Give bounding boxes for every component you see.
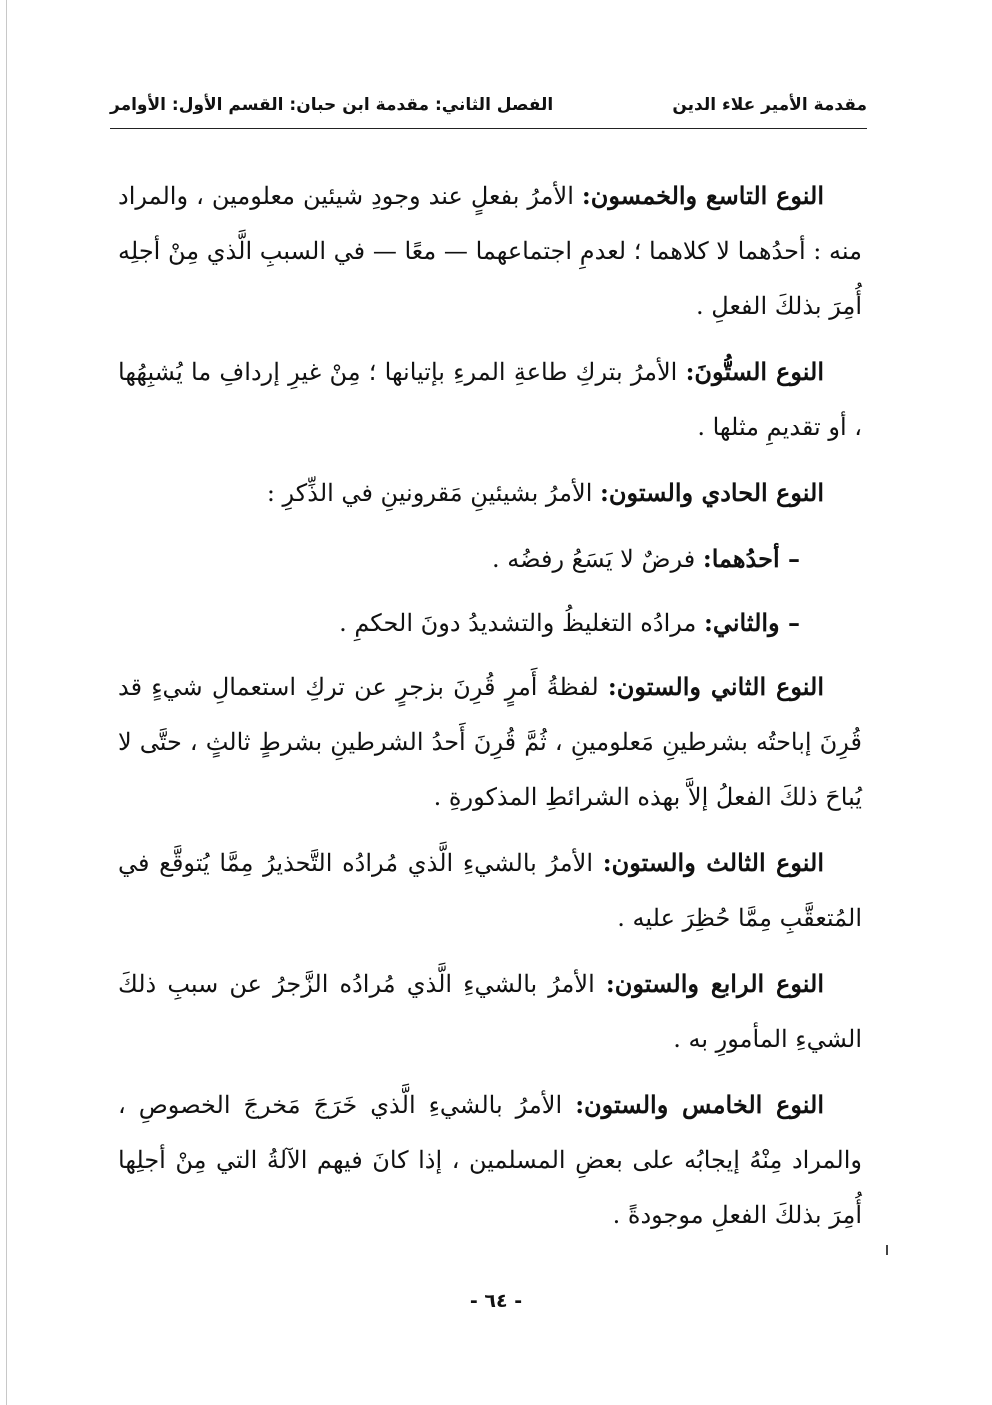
paragraph-text: الأمرُ بالشيءِ الَّذي مُرادُه الزَّجرُ عن سببِ ذلكَ الشيءِ المأمورِ به . [118, 970, 862, 1053]
list-item-heading: – والثاني: [703, 608, 800, 637]
list-item-heading: – أحدُهما: [702, 544, 800, 573]
page-number: - ٦٤ - [469, 1290, 523, 1312]
paragraph-text: الأمرُ بشيئينِ مَقرونينِ في الذِّكرِ : [266, 479, 600, 507]
paragraph-heading: النوع الثاني والستون: [607, 672, 824, 701]
paragraph-text: الأمرُ بتركِ طاعةِ المرءِ بإتيانها ؛ مِنْ غيرِ إردافِ ما يُشبِهُها ، أو تقديمِ مثلها . [118, 358, 862, 441]
header-divider [110, 128, 867, 129]
scan-edge-line [6, 0, 7, 1405]
paragraph-type-61 [118, 465, 862, 521]
paragraph-type-64 [118, 956, 862, 1067]
header-chapter-title: الفصل الثاني: مقدمة ابن حبان: القسم الأول: الأوامر [110, 95, 554, 115]
header-section-title: مقدمة الأمير علاء الدين [672, 95, 867, 115]
paragraph-text: الأمرُ بالشيءِ الَّذي مُرادُه التَّحذيرُ مِمَّا يُتوقَّع في المُتعقَّبِ مِمَّا حُظِرَ عليه . [118, 849, 862, 932]
paragraph-text: لفظةُ أَمرٍ قُرِنَ بزجرٍ عن تركِ استعمالِ شيءٍ قد قُرِنَ إباحتُه بشرطينِ مَعلومينِ ، ثُمَّ قُرِنَ أَحدُ الشرطينِ بشرطٍ ثالثٍ ، حتَّى لا يُباحَ ذلكَ الفعلُ إلاَّ بهذه الشرائطِ المذكورةِ . [118, 673, 862, 811]
paragraph-heading: النوع الثالث والستون: [602, 848, 824, 877]
paragraph-heading: النوع التاسع والخمسون: [581, 181, 824, 210]
margin-mark [886, 1245, 888, 1255]
paragraph-type-65 [118, 1077, 862, 1243]
paragraph-heading: النوع الستُّونَ: [685, 357, 824, 386]
paragraph-heading: النوع الخامس والستون: [575, 1090, 824, 1119]
paragraph-type-59 [118, 168, 862, 334]
paragraph-text: الأمرُ بفعلٍ عند وجودِ شيئين معلومين ، والمراد منه : أحدُهما لا كلاهما ؛ لعدمِ اجتماعهما — معًا — في السببِ الَّذي مِنْ أجلِه أُمِرَ بذلكَ الفعلِ . [118, 182, 862, 320]
paragraph-heading: النوع الرابع والستون: [605, 969, 824, 998]
paragraph-type-63 [118, 835, 862, 946]
paragraph-heading: النوع الحادي والستون: [599, 478, 824, 507]
list-item-text: فرضٌ لا يَسَعُ رفضُه . [492, 545, 703, 573]
page-body [118, 168, 862, 1253]
list-item-text: مرادُه التغليظُ والتشديدُ دونَ الحكمِ . [339, 609, 704, 637]
paragraph-type-62 [118, 659, 862, 825]
list-item-first [118, 531, 862, 587]
paragraph-text: الأمرُ بالشيءِ الَّذي خَرَجَ مَخرجَ الخصوصِ ، والمراد مِنْهُ إيجابُه على بعضِ المسلمين ، إذا كانَ فيهم الآلةُ التي مِنْ أجلِها أُمِرَ بذلكَ الفعلِ موجودةً . [118, 1091, 862, 1229]
running-header [110, 88, 867, 122]
list-item-second [118, 595, 862, 651]
paragraph-type-60 [118, 344, 862, 455]
